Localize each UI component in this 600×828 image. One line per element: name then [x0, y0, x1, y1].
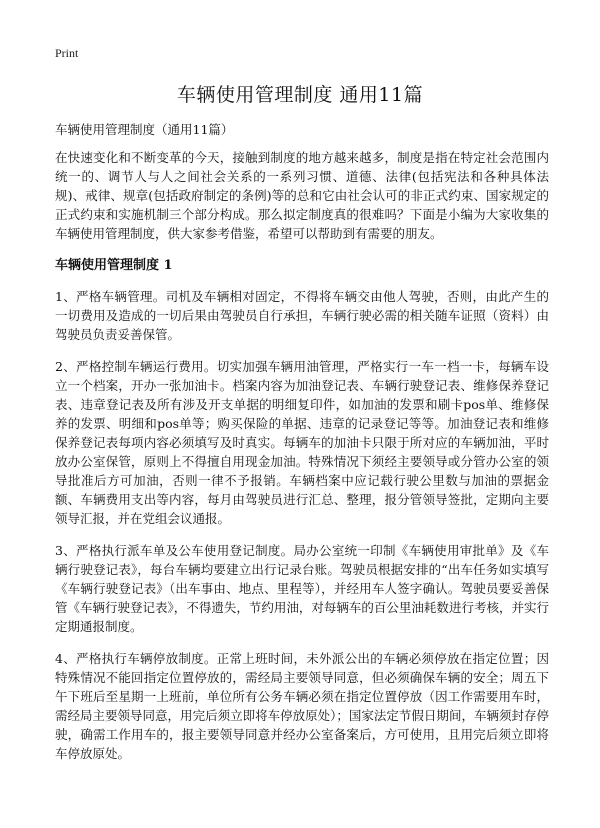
- document-body: [55, 120, 549, 776]
- document-title: 车辆使用管理制度 通用11篇: [176, 84, 424, 106]
- rule-paragraph-3: 3、严格执行派车单及公车使用登记制度。局办公室统一印制《车辆使用审批单》及《车辆行驶登记表》，每台车辆均要建立出行记录台账。驾驶员根据安排的“出车任务如实填写《车辆行驶登记表》（出车事由、地点、里程等），并经用车人签字确认。驾驶员要妥善保管《车辆行驶登记表》，不得遗失，节约用油，对每辆车的百公里油耗数进行考核，并实行定期通报制度。: [55, 543, 549, 634]
- section-heading: 车辆使用管理制度 1: [55, 258, 173, 273]
- print-label: Print: [55, 46, 79, 60]
- rule-paragraph-4: 4、严格执行车辆停放制度。正常上班时间，未外派公出的车辆必须停放在指定位置；因特殊情况不能回指定位置停放的，需经局主要领导同意，但必须确保车辆的安全；周五下午下班后至星期一上班前，单位所有公务车辆必须在指定位置停放（因工作需要用车时，需经局主要领导同意，用完后须立即将车停放原处）；国家法定节假日期间，车辆须封存停驶，确需工作用车的，报主要领导同意并经办公室备案后，方可使用，且用完后须立即将车停放原处。: [55, 651, 549, 761]
- rule-paragraph-2: 2、严格控制车辆运行费用。切实加强车辆用油管理，严格实行一车一档一卡，每辆车设立一个档案，开办一张加油卡。档案内容为加油登记表、车辆行驶登记表、维修保养登记表、违章登记表及所有涉及开支单据的明细复印件，如加油的发票和刷卡pos单、维修保养的发票、明细和pos单等；购买保险的单据、违章的记录登记等等。加油登记表和维修保养登记表每项内容必须填写及时真实。每辆车的加油卡只限于所对应的车辆加油，平时放办公室保管，原则上不得擅自用现金加油。特殊情况下须经主要领导或分管办公室的领导批准后方可加油，否则一律不予报销。车辆档案中应记载行驶公里数与加油的票据金额、车辆费用支出等内容，每月由驾驶员进行汇总、整理，报分管领导签批，定期向主要领导汇报，并在党组会议通报。: [55, 359, 549, 526]
- intro-paragraph: 在快速变化和不断变革的今天，接触到制度的地方越来越多，制度是指在特定社会范围内统一的、调节人与人之间社会关系的一系列习惯、道德、法律(包括宪法和各种具体法规)、戒律、规章(包括政府制定的条例)等的总和它由社会认可的非正式约束、国家规定的正式约束和实施机制三个部分构成。那么拟定制度真的很难吗？下面是小编为大家收集的车辆使用管理制度，供大家参考借鉴，希望可以帮助到有需要的朋友。: [55, 150, 549, 241]
- rule-paragraph-1: 1、严格车辆管理。司机及车辆相对固定，不得将车辆交由他人驾驶，否则，由此产生的一切费用及造成的一切后果由驾驶员自行承担，车辆行驶必需的相关随车证照（资料）由驾驶员负责妥善保管。: [55, 289, 549, 342]
- document-subtitle: 车辆使用管理制度（通用11篇）: [55, 122, 234, 137]
